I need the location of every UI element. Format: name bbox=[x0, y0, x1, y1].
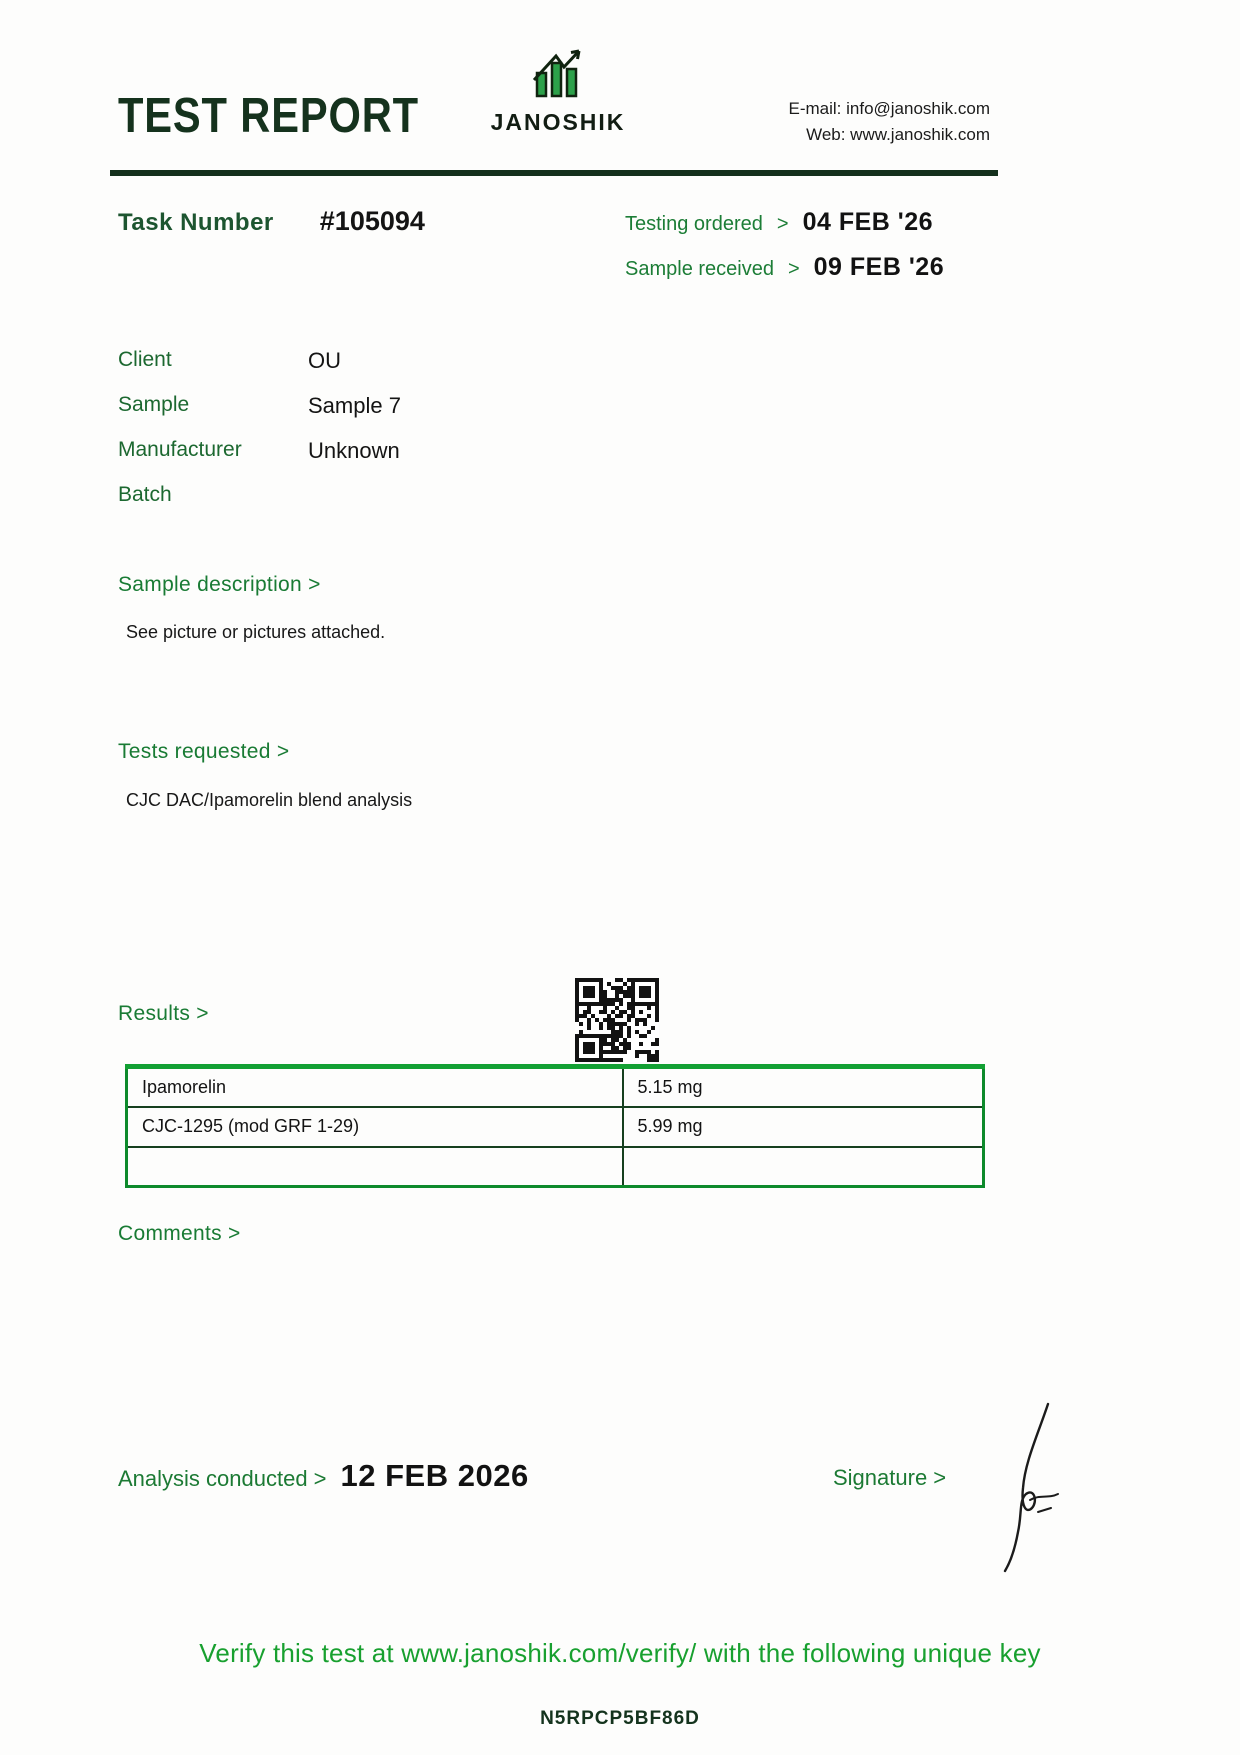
analysis-conducted-row bbox=[118, 1458, 529, 1494]
task-number-row bbox=[118, 206, 425, 237]
client-value: OU bbox=[308, 348, 341, 373]
arrow-glyph: > bbox=[776, 213, 789, 235]
task-number-label: Task Number bbox=[118, 209, 274, 236]
sample-description-heading: Sample description > bbox=[118, 573, 321, 596]
sample-value: Sample 7 bbox=[308, 393, 401, 418]
sample-received-date: 09 FEB '26 bbox=[813, 253, 945, 281]
info-row-manufacturer bbox=[118, 438, 400, 464]
contact-block bbox=[690, 96, 990, 148]
qr-code bbox=[575, 978, 659, 1062]
testing-ordered-date: 04 FEB '26 bbox=[802, 208, 934, 236]
signature-row bbox=[833, 1465, 946, 1491]
batch-label: Batch bbox=[118, 483, 172, 506]
header-divider bbox=[110, 170, 998, 176]
sample-label: Sample bbox=[118, 393, 190, 416]
verify-key: N5RPCP5BF86D bbox=[540, 1708, 700, 1729]
analysis-conducted-date: 12 FEB 2026 bbox=[340, 1458, 529, 1493]
analyte-cell: Ipamorelin bbox=[127, 1067, 623, 1107]
sample-description-text: See picture or pictures attached. bbox=[126, 622, 386, 642]
info-row-client bbox=[118, 348, 341, 374]
analyte-cell: CJC-1295 (mod GRF 1-29) bbox=[127, 1107, 623, 1147]
manufacturer-label: Manufacturer bbox=[118, 438, 242, 461]
manufacturer-value: Unknown bbox=[308, 438, 400, 463]
amount-cell: 5.99 mg bbox=[623, 1107, 984, 1147]
verify-text: Verify this test at www.janoshik.com/verify/ with the following unique key bbox=[199, 1638, 1041, 1668]
analysis-conducted-label: Analysis conducted > bbox=[118, 1466, 327, 1491]
contact-web: Web: www.janoshik.com bbox=[806, 125, 990, 144]
results-heading: Results > bbox=[118, 1002, 209, 1025]
table-row bbox=[127, 1107, 984, 1147]
tests-requested-heading: Tests requested > bbox=[118, 740, 290, 763]
signature-image bbox=[968, 1400, 1078, 1580]
tests-requested-text: CJC DAC/Ipamorelin blend analysis bbox=[126, 790, 413, 810]
brand-name: JANOSHIK bbox=[490, 109, 626, 135]
testing-ordered-label: Testing ordered bbox=[625, 213, 763, 235]
info-row-sample bbox=[118, 393, 401, 419]
chart-bars-icon bbox=[526, 48, 590, 107]
client-label: Client bbox=[118, 348, 172, 371]
table-row bbox=[127, 1147, 984, 1187]
amount-cell bbox=[623, 1147, 984, 1187]
info-row-batch bbox=[118, 483, 308, 507]
amount-cell: 5.15 mg bbox=[623, 1067, 984, 1107]
sample-received-row bbox=[625, 253, 944, 282]
page-title: TEST REPORT bbox=[118, 89, 419, 143]
table-row bbox=[127, 1067, 984, 1107]
signature-label: Signature > bbox=[833, 1465, 947, 1490]
task-number-value: #105094 bbox=[319, 206, 425, 236]
arrow-glyph: > bbox=[787, 258, 800, 280]
sample-received-label: Sample received bbox=[625, 258, 774, 280]
analyte-cell bbox=[127, 1147, 623, 1187]
contact-email: E-mail: info@janoshik.com bbox=[788, 99, 990, 118]
brand-logo bbox=[468, 48, 648, 136]
comments-heading: Comments > bbox=[118, 1222, 241, 1245]
results-table bbox=[125, 1064, 985, 1188]
testing-ordered-row bbox=[625, 208, 933, 237]
